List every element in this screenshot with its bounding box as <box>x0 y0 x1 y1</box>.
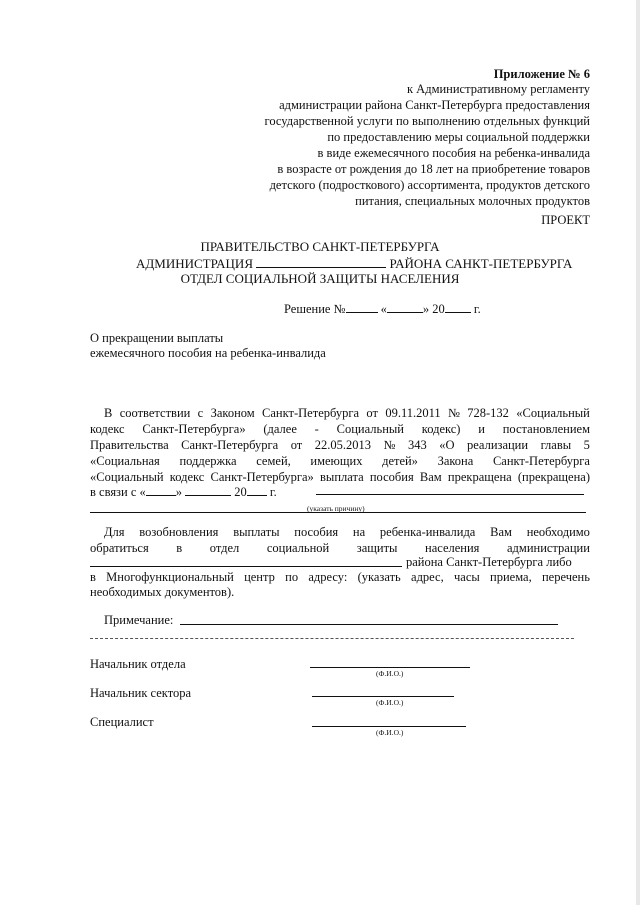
body-word: на <box>352 525 366 539</box>
body-word: в <box>176 541 183 555</box>
subject-line: О прекращении выплаты <box>90 331 224 345</box>
body-word: главы <box>540 438 572 452</box>
body-word: (прекращена) <box>517 470 590 484</box>
body-word: выплата <box>320 470 364 484</box>
body-word: Правительства <box>90 438 169 452</box>
body-word: «Социальный <box>90 470 164 484</box>
appendix-line: питания, специальных молочных продуктов <box>355 194 590 208</box>
decision-day-blank <box>387 300 423 313</box>
body-word: «О <box>439 438 455 452</box>
body-word: 22.05.2013 <box>314 438 371 452</box>
body-word: от <box>366 406 378 420</box>
signature-role: Начальник сектора <box>90 686 192 700</box>
department-heading: ОТДЕЛ СОЦИАЛЬНОЙ ЗАЩИТЫ НАСЕЛЕНИЯ <box>180 271 460 286</box>
reason-year: 20 <box>234 485 247 499</box>
appendix-line: детского (подросткового) ассортимента, продуктов детского <box>269 178 590 192</box>
body-word: Вам <box>490 525 512 539</box>
reason-quote-close: » <box>175 485 182 499</box>
reason-day-blank <box>146 483 176 496</box>
body-word: выплаты <box>233 525 280 539</box>
body-word: защиты <box>356 541 398 555</box>
signature-caption: (Ф.И.О.) <box>376 669 404 678</box>
body-word: - <box>314 422 319 436</box>
body-word: «Социальный <box>516 406 590 420</box>
body-word: и <box>478 422 485 436</box>
note-rule-2 <box>90 638 574 639</box>
body-word: от <box>290 438 303 452</box>
body-word: пособия <box>294 525 339 539</box>
reason-caption: (указать причину) <box>307 504 365 513</box>
body-word: пособия <box>369 470 414 484</box>
body-word: № <box>383 438 396 452</box>
body-word: адрес, <box>411 570 444 584</box>
body-word: имеющих <box>310 454 363 468</box>
appendix-line: государственной услуги по выполнению отдельных функций <box>264 114 590 128</box>
government-heading: ПРАВИТЕЛЬСТВО САНКТ-ПЕТЕРБУРГА <box>200 239 440 254</box>
body-word: Закона <box>437 454 474 468</box>
body-word: приема, <box>490 570 532 584</box>
body-word: центр <box>244 570 275 584</box>
body-word: реализации <box>466 438 529 452</box>
body-word: Многофункциональный <box>106 570 234 584</box>
decision-number-blank <box>346 300 378 313</box>
body1-line2 <box>90 421 590 437</box>
body-word: «Социальная <box>90 454 160 468</box>
body-word: отдел <box>209 541 240 555</box>
body-word: № <box>447 406 460 420</box>
reason-rule <box>316 494 584 495</box>
body1-line4 <box>90 453 590 469</box>
body-word: адресу: <box>308 570 348 584</box>
body-word: Санкт-Петербурга <box>181 438 279 452</box>
body2-line5: необходимых документов). <box>90 585 235 599</box>
body-word: населения <box>425 541 480 555</box>
reason-quote-open: « <box>139 485 146 499</box>
appendix-line: в виде ежемесячного пособия на ребенка-инвалида <box>317 146 590 160</box>
body2-line3: района Санкт-Петербурга либо <box>406 555 572 569</box>
body-word: ребенка-инвалида <box>379 525 476 539</box>
quote-close-year: » 20 <box>422 302 445 316</box>
body-word: с <box>197 406 204 420</box>
body-word: Социальный <box>336 422 404 436</box>
body-word: Законом <box>210 406 255 420</box>
body-word: часы <box>453 570 480 584</box>
body-word: (далее <box>263 422 297 436</box>
signature-caption: (Ф.И.О.) <box>376 698 404 707</box>
appendix-line: к Административному регламенту <box>406 82 590 96</box>
page-edge-shadow <box>636 0 640 905</box>
body-word: поддержка <box>179 454 237 468</box>
body-word: в <box>90 570 96 584</box>
reason-prefix: в связи с <box>90 485 137 499</box>
body-word: семей, <box>256 454 291 468</box>
signature-caption: (Ф.И.О.) <box>376 728 404 737</box>
signature-rule <box>310 667 470 668</box>
district-blank <box>256 255 386 268</box>
subject-line: ежемесячного пособия на ребенка-инвалида <box>90 346 326 360</box>
body-word: возобновления <box>139 525 219 539</box>
body-word: детей» <box>382 454 418 468</box>
body-word: обратиться <box>90 541 149 555</box>
body-word: Санкт-Петербурга <box>492 454 590 468</box>
body-word: кодекс <box>90 422 125 436</box>
signature-role: Начальник отдела <box>90 657 186 671</box>
body-word: кодекс <box>169 470 205 484</box>
decision-year-blank <box>445 300 471 313</box>
body-word: постановлением <box>502 422 590 436</box>
body-word: Санкт-Петербурга» <box>210 470 314 484</box>
body-word: кодекс) <box>421 422 461 436</box>
body-word: Для <box>104 525 125 539</box>
body-word: прекращена <box>447 470 512 484</box>
reason-year-suffix: г. <box>269 485 277 499</box>
admin-suffix: РАЙОНА САНКТ-ПЕТЕРБУРГА <box>389 256 573 271</box>
body-word: перечень <box>541 570 590 584</box>
body-word: социальной <box>266 541 330 555</box>
administration-heading <box>136 255 572 272</box>
appendix-title: Приложение № 6 <box>493 67 590 81</box>
quote-open: « <box>380 302 387 316</box>
appendix-line: в возрасте от рождения до 18 лет на приобретение товаров <box>277 162 590 176</box>
year-suffix: г. <box>473 302 481 316</box>
signature-rule <box>312 726 466 727</box>
decision-line <box>284 300 481 317</box>
body-word: Санкт-Петербурга <box>262 406 360 420</box>
body-word: 343 <box>407 438 427 452</box>
body-word: Санкт-Петербурга» <box>142 422 246 436</box>
body2-line1 <box>104 524 590 540</box>
body-word: 09.11.2011 <box>385 406 441 420</box>
body1-line3 <box>90 437 590 453</box>
body-word: 728-132 <box>467 406 509 420</box>
body1-line1 <box>104 405 590 421</box>
body-word: администрации <box>507 541 590 555</box>
project-label: ПРОЕКТ <box>541 213 590 227</box>
admin-prefix: АДМИНИСТРАЦИЯ <box>136 256 253 271</box>
body2-line4 <box>90 569 590 585</box>
body-word: соответствии <box>119 406 191 420</box>
signature-rule <box>312 696 454 697</box>
signature-role: Специалист <box>90 715 154 729</box>
body-word: (указать <box>357 570 401 584</box>
reason-year-blank <box>247 483 267 496</box>
reason-month-blank <box>185 483 231 496</box>
note-rule <box>180 624 558 625</box>
body-word: 5 <box>583 438 590 452</box>
body-word: Вам <box>419 470 442 484</box>
appendix-line: администрации района Санкт-Петербурга предоставления <box>279 98 590 112</box>
appendix-line: по предоставлению меры социальной поддержки <box>327 130 590 144</box>
reason-line <box>90 483 277 500</box>
note-label: Примечание: <box>104 613 174 627</box>
body-word: по <box>285 570 299 584</box>
body-word: В <box>104 406 113 420</box>
decision-prefix: Решение № <box>284 302 346 316</box>
district-rule <box>90 566 402 567</box>
body-word: необходимо <box>526 525 590 539</box>
